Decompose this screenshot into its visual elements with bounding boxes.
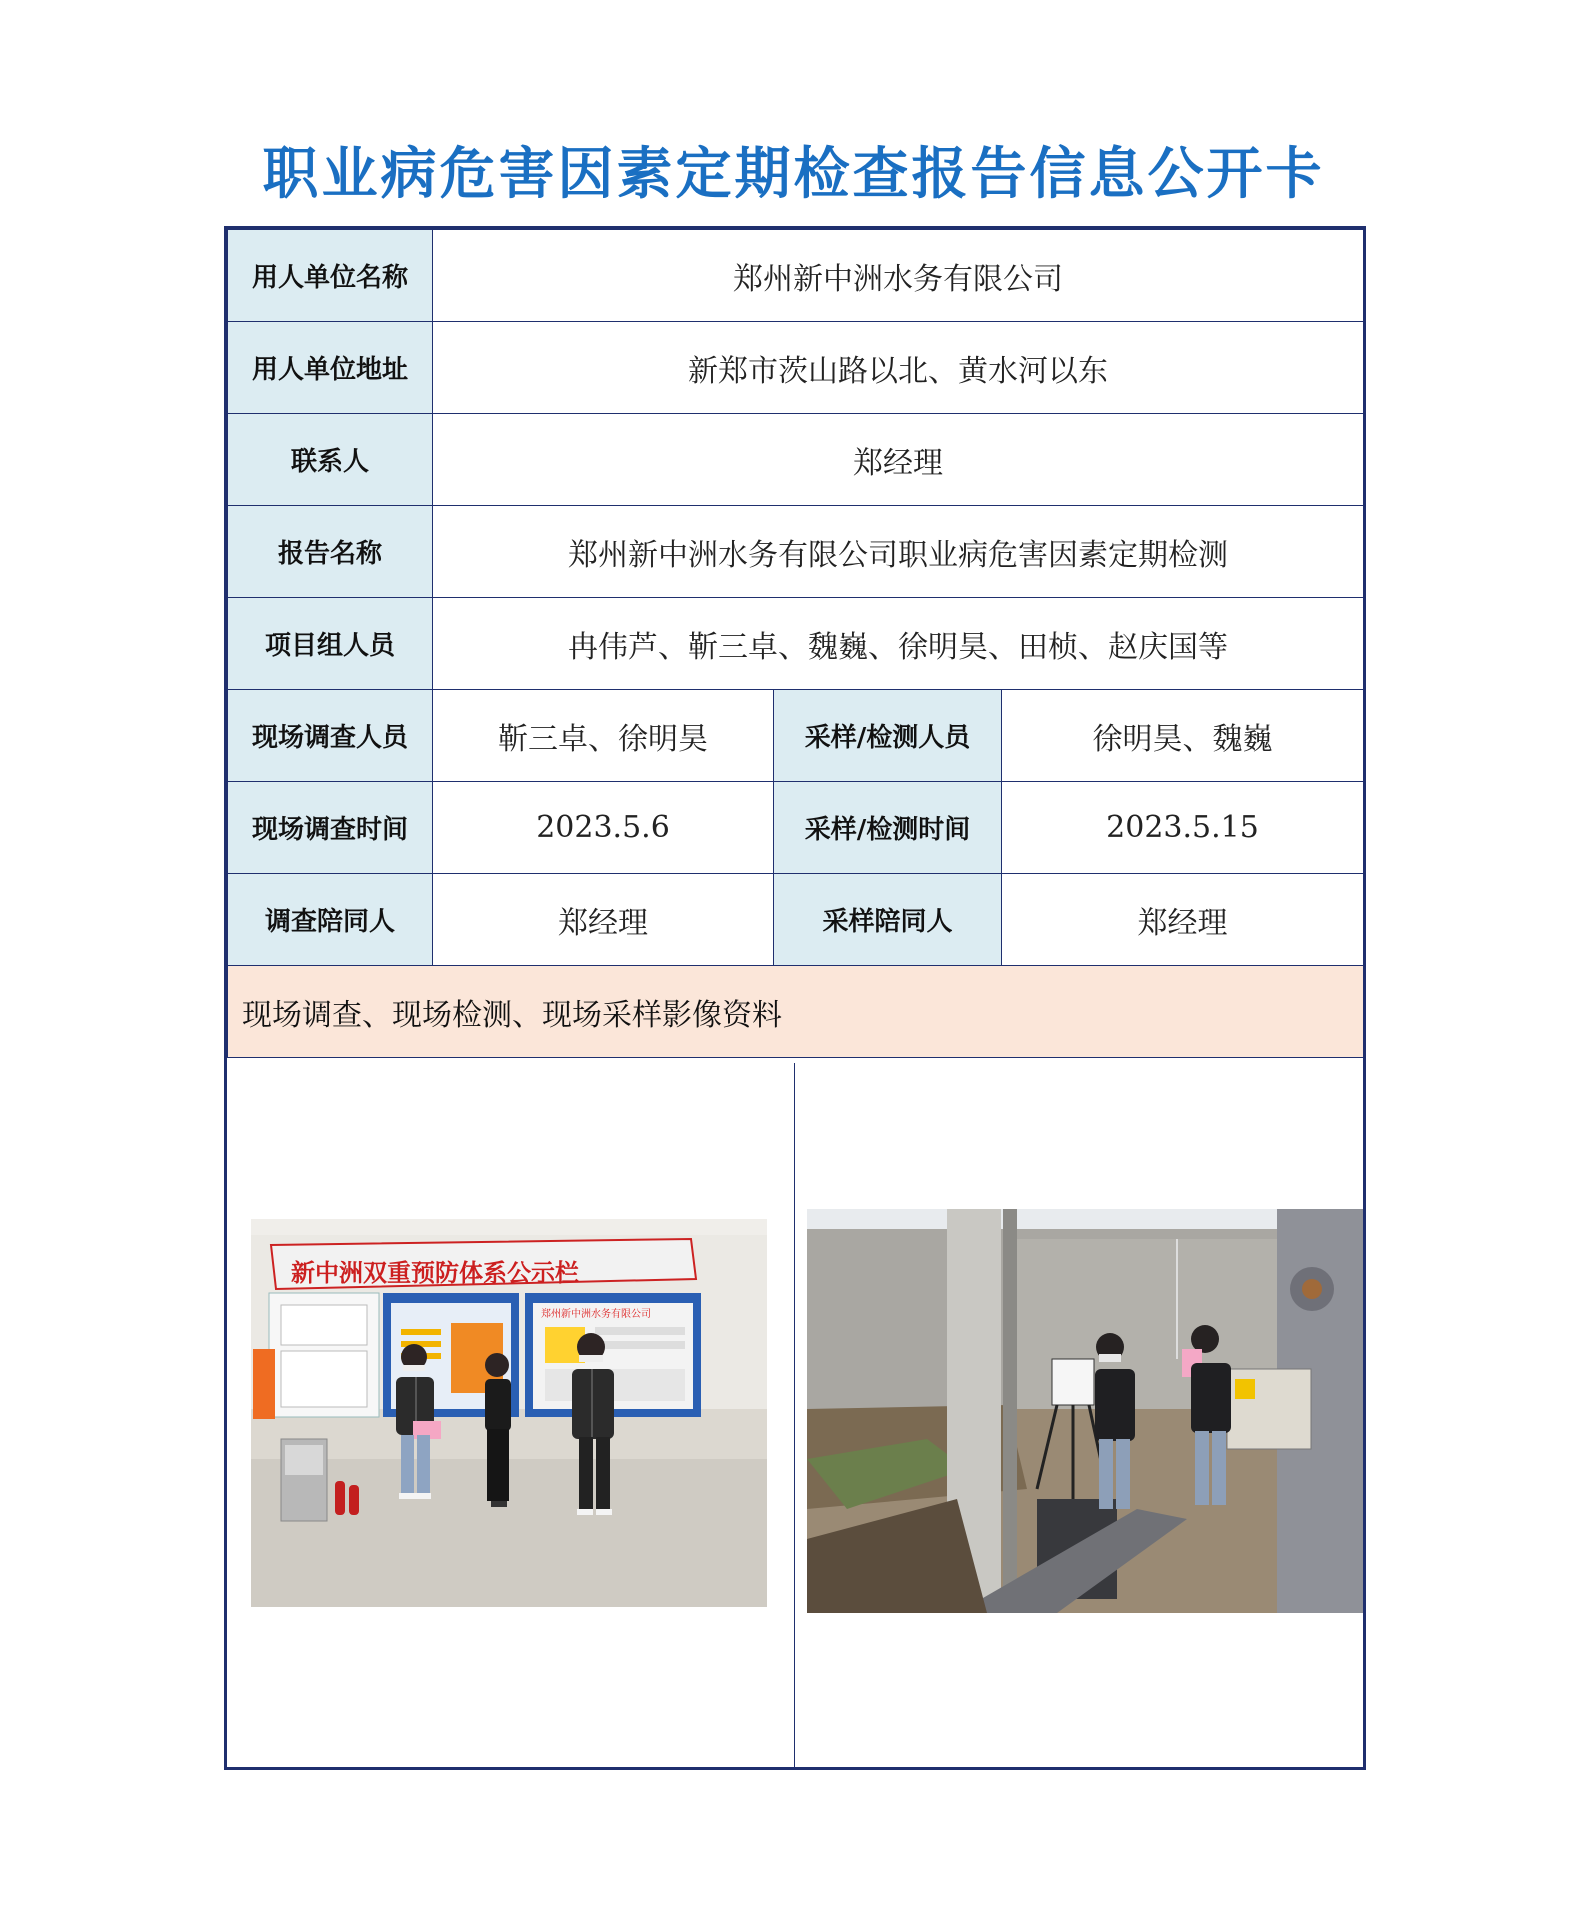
sampling-staff-value: 徐明昊、魏巍 (1002, 690, 1364, 782)
contact-label: 联系人 (228, 414, 433, 506)
survey-time-label: 现场调查时间 (228, 782, 433, 874)
contact-value: 郑经理 (433, 414, 1364, 506)
info-card (224, 226, 1366, 1770)
photo-area (227, 1063, 1363, 1767)
sampling-escort-value: 郑经理 (1002, 874, 1364, 966)
sampling-escort-label: 采样陪同人 (774, 874, 1002, 966)
board-panel-title: 郑州新中洲水务有限公司 (541, 1309, 651, 1320)
photo-site-survey-image (251, 1219, 767, 1607)
survey-escort-value: 郑经理 (433, 874, 774, 966)
photo-cell-left (227, 1063, 795, 1767)
info-table (227, 229, 1364, 1058)
sampling-time-label: 采样/检测时间 (774, 782, 1002, 874)
photo-sampling-image (807, 1209, 1363, 1613)
row-unit-address (228, 322, 1364, 414)
sampling-staff-label: 采样/检测人员 (774, 690, 1002, 782)
page-title: 职业病危害因素定期检查报告信息公开卡 (262, 142, 1325, 207)
row-unit-name (228, 230, 1364, 322)
photo-site-survey (251, 1219, 767, 1607)
row-report-name (228, 506, 1364, 598)
row-contact (228, 414, 1364, 506)
unit-name-value: 郑州新中洲水务有限公司 (433, 230, 1364, 322)
survey-staff-label: 现场调查人员 (228, 690, 433, 782)
team-value: 冉伟芦、靳三卓、魏巍、徐明昊、田桢、赵庆国等 (433, 598, 1364, 690)
survey-staff-value: 靳三卓、徐明昊 (433, 690, 774, 782)
unit-address-value: 新郑市茨山路以北、黄水河以东 (433, 322, 1364, 414)
row-escort (228, 874, 1364, 966)
row-team (228, 598, 1364, 690)
survey-escort-label: 调查陪同人 (228, 874, 433, 966)
photo-cell-right (795, 1063, 1363, 1767)
row-staff (228, 690, 1364, 782)
row-time (228, 782, 1364, 874)
row-section (228, 966, 1364, 1058)
team-label: 项目组人员 (228, 598, 433, 690)
unit-address-label: 用人单位地址 (228, 322, 433, 414)
report-name-label: 报告名称 (228, 506, 433, 598)
board-title: 新中洲双重预防体系公示栏 (291, 1259, 579, 1287)
sampling-time-value: 2023.5.15 (1002, 782, 1364, 874)
report-name-value: 郑州新中洲水务有限公司职业病危害因素定期检测 (433, 506, 1364, 598)
unit-name-label: 用人单位名称 (228, 230, 433, 322)
survey-time-value: 2023.5.6 (433, 782, 774, 874)
section-title: 现场调查、现场检测、现场采样影像资料 (228, 966, 1364, 1058)
photo-sampling (807, 1209, 1363, 1613)
